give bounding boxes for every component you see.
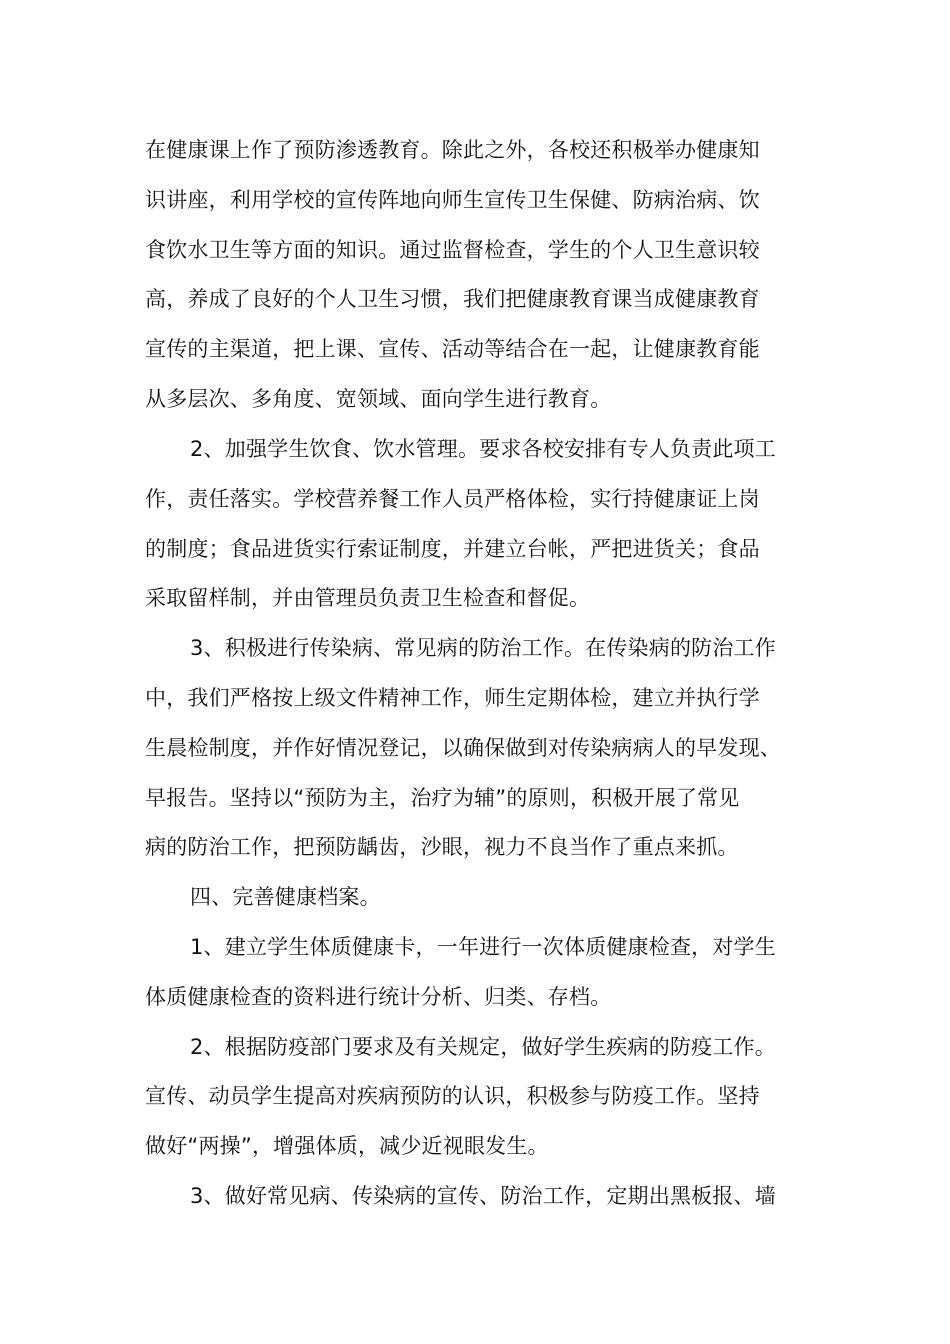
paragraph-start-line: 1、建立学生体质健康卡，一年进行一次体质健康检查，对学生 (190, 935, 776, 959)
text-line: 宣传、动员学生提高对疾病预防的认识，积极参与防疫工作。坚持 (145, 1084, 760, 1108)
paragraph-start-line: 2、根据防疫部门要求及有关规定，做好学生疾病的防疫工作。 (190, 1035, 776, 1059)
text-line: 宣传的主渠道，把上课、宣传、活动等结合在一起，让健康教育能 (145, 337, 760, 361)
text-line: 识讲座，利用学校的宣传阵地向师生宣传卫生保健、防病治病、饮 (145, 188, 760, 212)
section-heading: 四、完善健康档案。 (190, 885, 381, 909)
text-line: 采取留样制，并由管理员负责卫生检查和督促。 (145, 586, 591, 610)
text-line: 作，责任落实。学校营养餐工作人员严格体检，实行持健康证上岗 (145, 487, 760, 511)
text-line: 食饮水卫生等方面的知识。通过监督检查，学生的个人卫生意识较 (145, 238, 760, 262)
text-line: 病的防治工作，把预防龋齿，沙眼，视力不良当作了重点来抓。 (145, 835, 739, 859)
text-line: 在健康课上作了预防渗透教育。除此之外，各校还积极举办健康知 (145, 138, 760, 162)
text-line: 生晨检制度，并作好情况登记，以确保做到对传染病病人的早发现、 (145, 736, 781, 760)
text-line: 做好“两操”，增强体质，减少近视眼发生。 (145, 1134, 549, 1158)
paragraph-start-line: 2、加强学生饮食、饮水管理。要求各校安排有专人负责此项工 (190, 437, 776, 461)
paragraph-start-line: 3、做好常见病、传染病的宣传、防治工作，定期出黑板报、墙 (190, 1184, 776, 1208)
text-line: 从多层次、多角度、宽领域、面向学生进行教育。 (145, 387, 612, 411)
text-line: 中，我们严格按上级文件精神工作，师生定期体检，建立并执行学 (145, 686, 760, 710)
text-line: 高，养成了良好的个人卫生习惯，我们把健康教育课当成健康教育 (145, 287, 760, 311)
text-line: 体质健康检查的资料进行统计分析、归类、存档。 (145, 985, 612, 1009)
paragraph-start-line: 3、积极进行传染病、常见病的防治工作。在传染病的防治工作 (190, 636, 776, 660)
text-line: 早报告。坚持以“预防为主，治疗为辅”的原则，积极开展了常见 (145, 786, 740, 810)
text-line: 的制度；食品进货实行索证制度，并建立台帐，严把进货关；食品 (145, 537, 760, 561)
